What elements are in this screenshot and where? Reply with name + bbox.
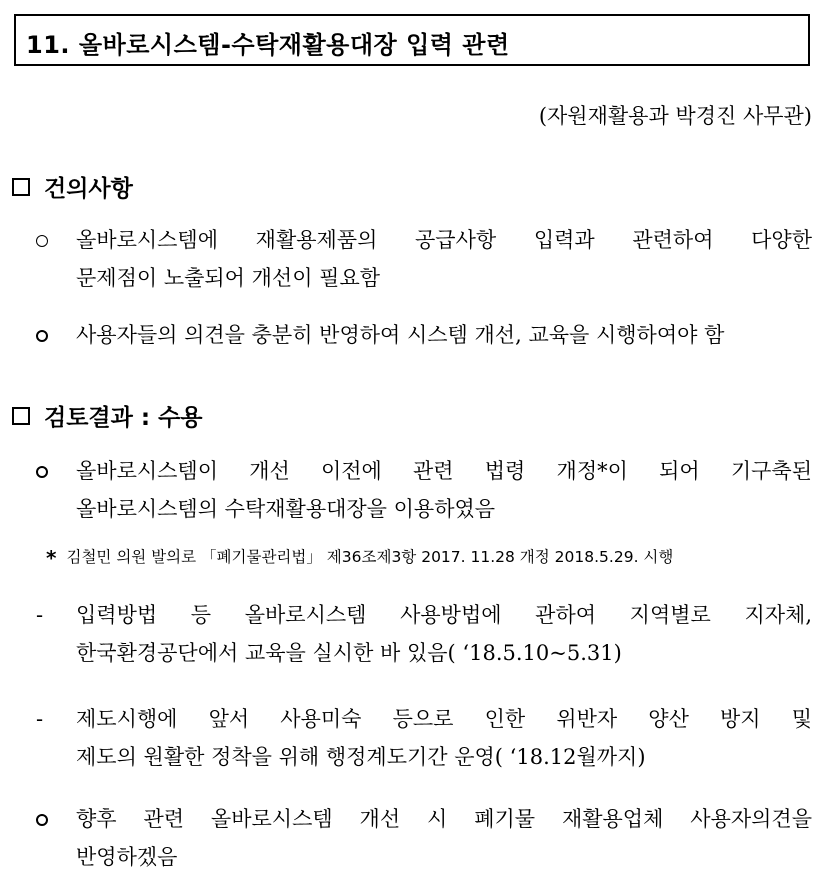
review-item-1 xyxy=(36,452,812,528)
section-heading-text: 검토결과 : 수용 xyxy=(44,405,203,431)
document-title: 11. 올바로시스템-수탁재활용대장 입력 관련 xyxy=(26,31,510,59)
title-box xyxy=(14,14,810,66)
paragraph-line: 사용자들의 의견을 충분히 반영하여 시스템 개선, 교육을 시행하여야 함 xyxy=(76,323,725,347)
suggestion-item-2 xyxy=(36,316,812,354)
paragraph-line: 향후 관련 올바로시스템 개선 시 폐기물 재활용업체 사용자의견을 xyxy=(76,807,812,831)
paragraph-line: 입력방법 등 올바로시스템 사용방법에 관하여 지역별로 지자체, xyxy=(76,603,812,627)
paragraph-line: 올바로시스템의 수탁재활용대장을 이용하였음 xyxy=(76,497,496,521)
asterisk-icon: * xyxy=(46,546,57,570)
paragraph-line: 한국환경공단에서 교육을 실시한 바 있음( ‘18.5.10~5.31) xyxy=(76,641,622,665)
paragraph-line: 문제점이 노출되어 개선이 필요함 xyxy=(76,266,381,290)
paragraph-line: 제도의 원활한 정착을 위해 행정계도기간 운영( ‘18.12월까지) xyxy=(76,745,646,769)
paragraph-line: 올바로시스템에 재활용제품의 공급사항 입력과 관련하여 다양한 xyxy=(76,228,812,252)
dash-bullet-icon: - xyxy=(36,603,44,627)
footnote xyxy=(46,545,673,570)
paragraph-line: 반영하겠음 xyxy=(76,845,178,869)
square-bullet-icon xyxy=(12,407,30,425)
square-bullet-icon xyxy=(12,178,30,196)
circle-bullet-icon xyxy=(36,466,48,478)
circle-bullet-icon xyxy=(36,814,48,826)
section-heading-review xyxy=(12,399,203,432)
section-heading-suggestion xyxy=(12,170,133,203)
circle-bullet-icon xyxy=(36,330,48,342)
footnote-text: 김철민 의원 발의로 「폐기물관리법」 제36조제3항 2017. 11.28 개정 2018.5.29. 시행 xyxy=(66,548,674,566)
dash-bullet-icon: - xyxy=(36,707,44,731)
author-line: (자원재활용과 박경진 사무관) xyxy=(538,104,812,128)
paragraph-line: 올바로시스템이 개선 이전에 관련 법령 개정*이 되어 기구축된 xyxy=(76,459,812,483)
paragraph-line: 제도시행에 앞서 사용미숙 등으로 인한 위반자 양산 방지 및 xyxy=(76,707,812,731)
review-item-4 xyxy=(36,800,812,876)
review-item-2 xyxy=(36,596,812,672)
circle-bullet-icon xyxy=(36,235,48,247)
review-item-3 xyxy=(36,700,812,776)
section-heading-text: 건의사항 xyxy=(44,176,133,202)
suggestion-item-1 xyxy=(36,221,812,297)
